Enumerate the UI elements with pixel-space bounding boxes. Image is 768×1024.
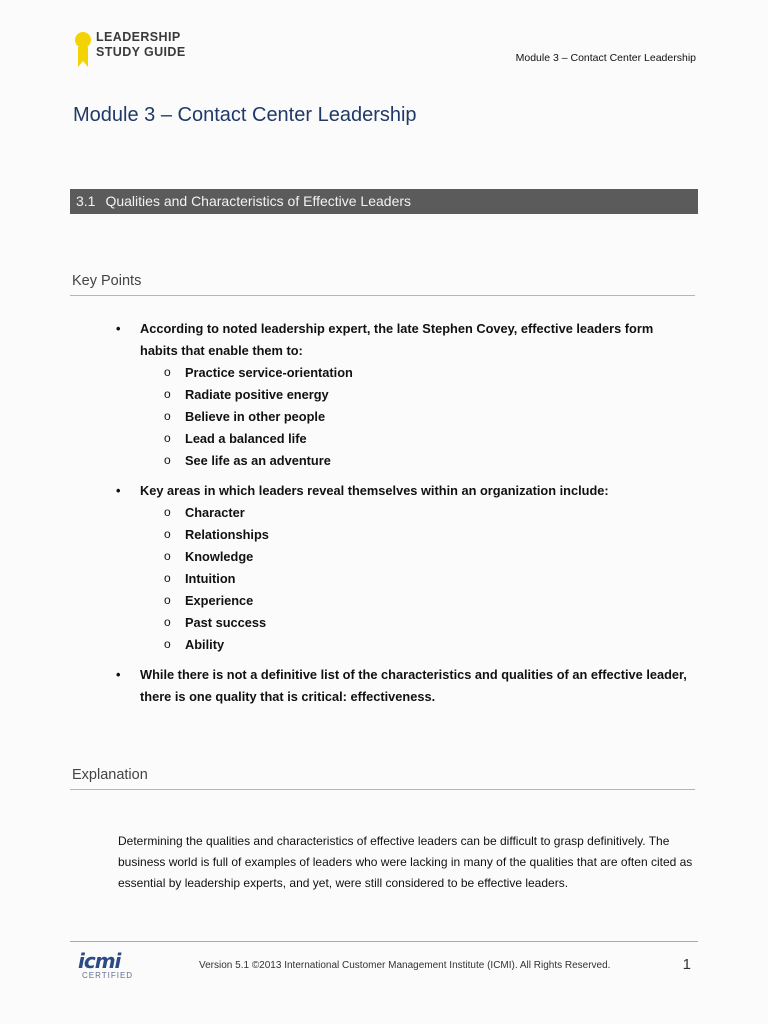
section-number: 3.1 xyxy=(76,193,96,209)
sub-list-item: o Past success xyxy=(140,612,690,634)
sub-list-item: o Radiate positive energy xyxy=(140,384,690,406)
sub-list-item: o Lead a balanced life xyxy=(140,428,690,450)
sub-list-item: o Believe in other people xyxy=(140,406,690,428)
bullet-text: Key areas in which leaders reveal themselves within an organization include: xyxy=(140,483,609,498)
sub-list-item: o Knowledge xyxy=(140,546,690,568)
explanation-heading: Explanation xyxy=(72,767,148,783)
sub-list-item: o Relationships xyxy=(140,524,690,546)
list-item xyxy=(70,664,690,708)
sub-list-item: o Character xyxy=(140,502,690,524)
medal-icon xyxy=(73,30,93,72)
logo-line-2: STUDY GUIDE xyxy=(96,45,186,59)
sub-list-item: o Experience xyxy=(140,590,690,612)
leadership-study-guide-logo xyxy=(73,30,186,72)
explanation-divider xyxy=(70,789,695,790)
sub-list-item: o See life as an adventure xyxy=(140,450,690,472)
page-number: 1 xyxy=(682,956,691,973)
section-heading-bar xyxy=(70,189,698,214)
icmi-logo-certified: CERTIFIED xyxy=(82,971,134,980)
icmi-certified-logo xyxy=(78,950,134,982)
copyright-text: Version 5.1 ©2013 International Customer Management Institute (ICMI). All Rights Reserved. xyxy=(199,960,611,971)
explanation-paragraph: Determining the qualities and characteristics of effective leaders can be difficult to grasp definitively. The business world is full of examples of leaders who were lacking in many of the qualities that are often cited as essential by leadership experts, and yet, were still considered to be effective leaders. xyxy=(118,834,693,890)
logo-line-1: LEADERSHIP xyxy=(96,30,181,44)
icmi-logo-word: icmi xyxy=(78,949,121,973)
footer-divider xyxy=(70,941,698,942)
sub-list-item: o Intuition xyxy=(140,568,690,590)
bullet-text: While there is not a definitive list of the characteristics and qualities of an effective leader, there is one quality that is critical: effectiveness. xyxy=(140,667,687,704)
key-points-divider xyxy=(70,295,695,296)
section-title: Qualities and Characteristics of Effective Leaders xyxy=(105,193,412,209)
list-item xyxy=(70,318,690,472)
sub-list-item: o Practice service-orientation xyxy=(140,362,690,384)
key-points-list xyxy=(70,318,690,708)
sub-list-item: o Ability xyxy=(140,634,690,656)
running-header: Module 3 – Contact Center Leadership xyxy=(515,52,696,64)
list-item xyxy=(70,480,690,656)
bullet-text: According to noted leadership expert, the late Stephen Covey, effective leaders form habits that enable them to: xyxy=(140,321,654,358)
module-title: Module 3 – Contact Center Leadership xyxy=(73,104,417,126)
key-points-heading: Key Points xyxy=(72,273,142,289)
